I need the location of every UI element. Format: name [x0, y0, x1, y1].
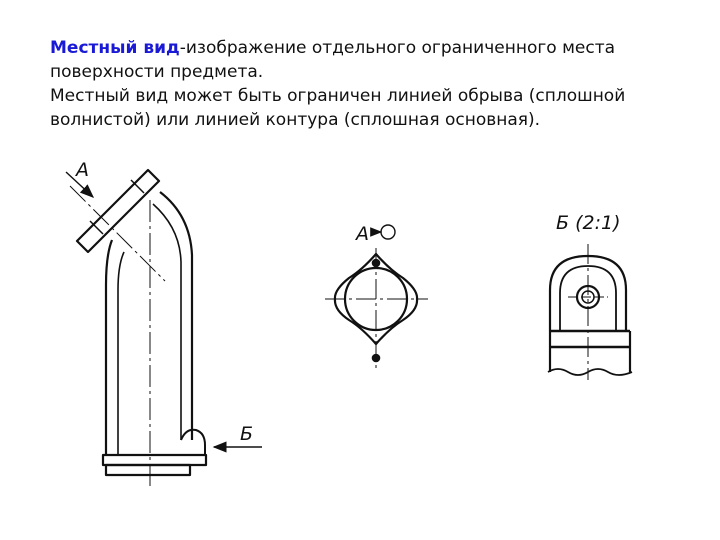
definition-body: -изображение отдельного ограниченного места поверхности предмета. — [50, 38, 616, 82]
view-a-orientation-circle — [381, 225, 395, 239]
pipe-main-view — [70, 170, 206, 490]
local-view-b-detail — [548, 244, 632, 380]
direction-label-b: Б — [240, 423, 254, 445]
pipe-left-wall — [106, 240, 112, 455]
pipe-top-flange — [77, 170, 159, 252]
pipe-bottom-flange — [103, 455, 206, 465]
local-view-a-flange — [325, 248, 428, 368]
view-b-break-line — [548, 369, 632, 375]
direction-label-a: А — [76, 159, 89, 181]
view-a-title: А — [356, 223, 369, 245]
pipe-right-wall — [160, 192, 192, 440]
term-title: Местный вид — [50, 38, 180, 58]
note-text: Местный вид может быть ограничен линией обрыва (сплошной волнистой) или линией контура (сплошная основная). — [50, 86, 626, 130]
view-b-title: Б (2:1) — [556, 212, 621, 234]
